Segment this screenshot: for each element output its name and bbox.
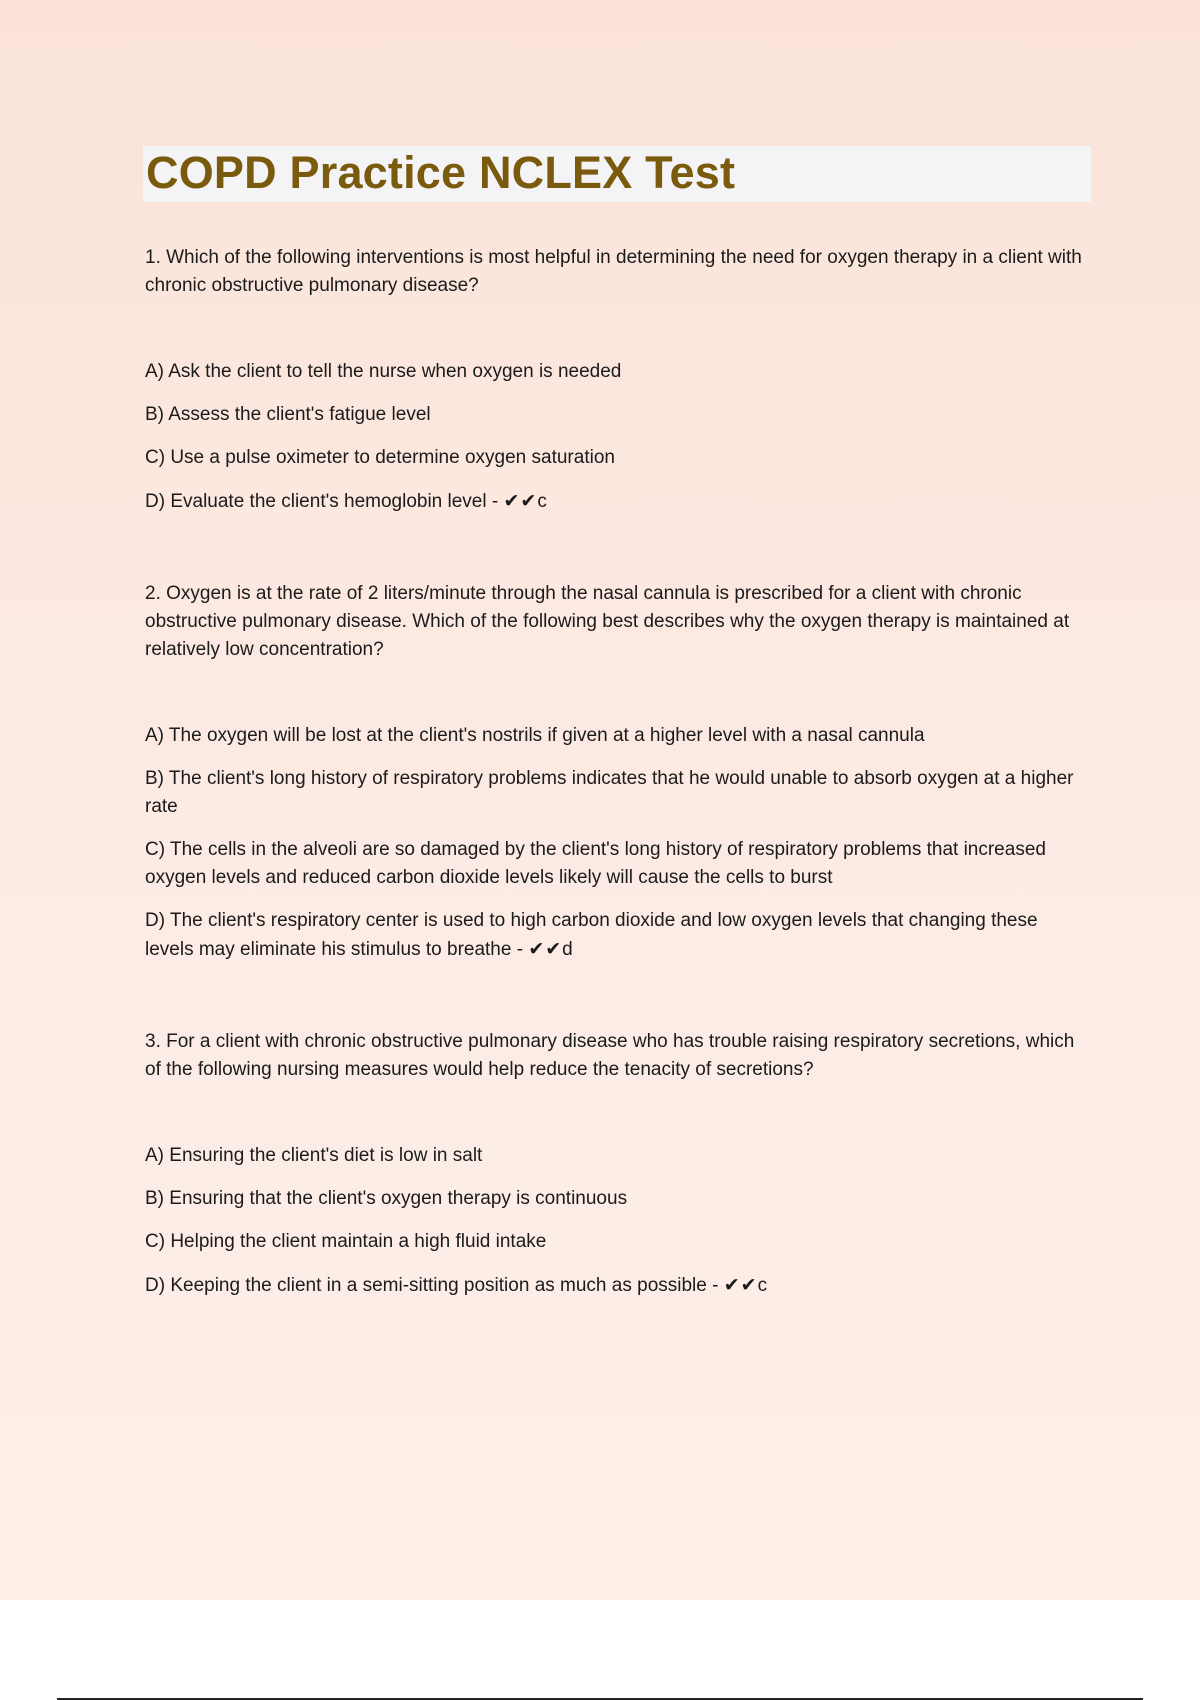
option-2-b: B) The client's long history of respiratory problems indicates that he would unable to absorb oxygen at a higher rate (145, 768, 1074, 817)
option-3-b: B) Ensuring that the client's oxygen therapy is continuous (145, 1188, 628, 1209)
check-icon: ✔✔ (723, 1274, 758, 1296)
option-1-c: C) Use a pulse oximeter to determine oxygen saturation (145, 447, 615, 468)
answer-letter-2: d (562, 939, 573, 960)
check-icon: ✔✔ (528, 938, 563, 960)
option-1-a: A) Ask the client to tell the nurse when oxygen is needed (145, 361, 622, 382)
question-text-3: 3. For a client with chronic obstructive pulmonary disease who has trouble raising respiratory secretions, which of the following nursing measures would help reduce the tenacity of secretions? (145, 1031, 1075, 1080)
option-1-b: B) Assess the client's fatigue level (145, 404, 431, 425)
check-icon: ✔✔ (503, 490, 538, 512)
question-block-1 (145, 244, 1090, 516)
option-3-d (145, 1271, 1090, 1300)
answer-letter-1: c (537, 491, 547, 512)
page-title: COPD Practice NCLEX Test (146, 147, 736, 198)
option-3-a: A) Ensuring the client's diet is low in salt (145, 1145, 483, 1166)
option-3-c: C) Helping the client maintain a high fluid intake (145, 1231, 547, 1252)
option-3-d-text: D) Keeping the client in a semi-sitting position as much as possible - (145, 1275, 724, 1296)
question-text-1: 1. Which of the following interventions is most helpful in determining the need for oxygen therapy in a client with chronic obstructive pulmonary disease? (145, 247, 1082, 296)
option-2-a: A) The oxygen will be lost at the client's nostrils if given at a higher level with a nasal cannula (145, 725, 925, 746)
question-block-3 (145, 1028, 1090, 1300)
option-1-d-text: D) Evaluate the client's hemoglobin level - (145, 491, 504, 512)
option-2-c: C) The cells in the alveoli are so damaged by the client's long history of respiratory problems that increased oxygen levels and reduced carbon dioxide levels likely will cause the cells to burst (145, 839, 1046, 888)
option-2-d (145, 907, 1090, 964)
option-2-d-text: D) The client's respiratory center is used to high carbon dioxide and low oxygen levels that changing these levels may eliminate his stimulus to breathe - (145, 910, 1038, 960)
question-text-2: 2. Oxygen is at the rate of 2 liters/minute through the nasal cannula is prescribed for a client with chronic obstructive pulmonary disease. Which of the following best describes why the oxygen therapy is maintained at relatively low concentration? (145, 583, 1070, 660)
question-block-2 (145, 580, 1090, 964)
answer-letter-3: c (757, 1275, 768, 1296)
option-1-d (145, 487, 1090, 516)
question-list (145, 244, 1090, 1300)
